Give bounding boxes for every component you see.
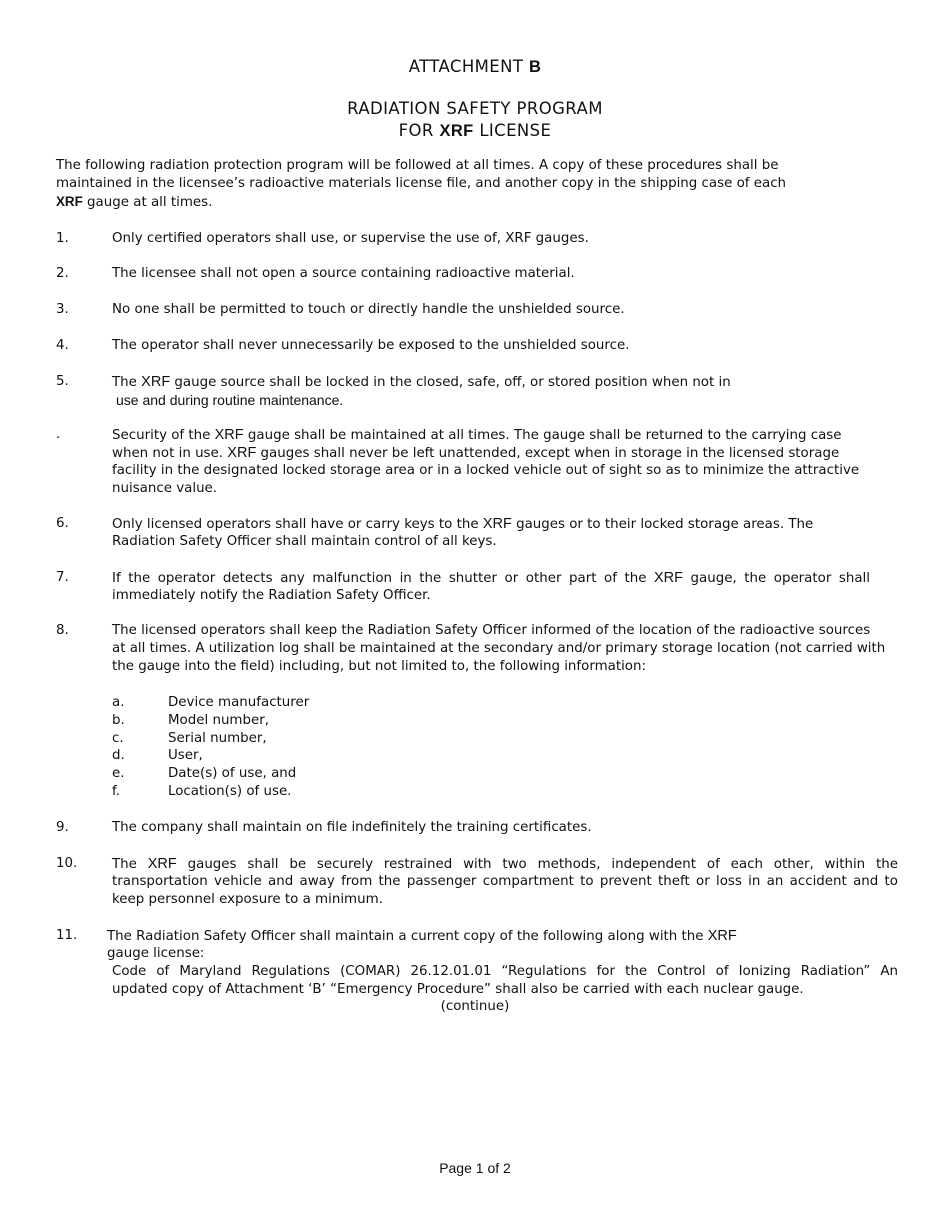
item-6-l1a: Only licensed operators shall have or carry keys to the (112, 517, 483, 532)
item-7-number: 7. (56, 570, 69, 585)
item-4-text: The operator shall never unnecessarily be exposed to the unshielded source. (112, 338, 630, 353)
item-8-line-3: the gauge into the field) including, but not limited to, the following information: (112, 659, 646, 674)
item-5b-l2a: when not in use. (112, 446, 228, 461)
item-9-text: The company shall maintain on file indefinitely the training certificates. (112, 820, 592, 835)
item-5-line-2: use and during routine maintenance. (116, 392, 344, 408)
item-10-line-3: keep personnel exposure to a minimum. (112, 892, 383, 907)
item-3-number: 3. (56, 302, 69, 317)
item-11-xrf: XRF (707, 928, 737, 944)
item-10-l1a: The (112, 857, 148, 872)
item-11-line-1 (107, 927, 737, 946)
item-11-line-3: Code of Maryland Regulations (COMAR) 26.12.01.01 “Regulations for the Control of Ionizing Radiation” An (112, 964, 898, 979)
sub-item-text: Date(s) of use, and (168, 766, 297, 781)
item-3-text: No one shall be permitted to touch or directly handle the unshielded source. (112, 302, 625, 317)
sub-item-text: Model number, (168, 713, 269, 728)
item-5-xrf: XRF (141, 374, 171, 390)
sub-item-letter: e. (112, 766, 125, 781)
sub-item-letter: f. (112, 784, 120, 799)
continue-note: (continue) (440, 999, 510, 1014)
intro-line-3 (56, 193, 212, 212)
intro-line-1: The following radiation protection program will be followed at all times. A copy of these procedures shall be (56, 158, 779, 173)
item-7-l1a: If the operator detects any malfunction in the shutter or other part of the (112, 571, 654, 586)
item-11-line-2: gauge license: (107, 946, 205, 961)
sub-item-text: User, (168, 748, 203, 763)
item-7-l1b: gauge, the operator shall (682, 571, 870, 586)
attachment-word: ATTACHMENT (408, 57, 524, 76)
item-7-xrf: XRF (653, 570, 683, 586)
sub-item-letter: b. (112, 713, 125, 728)
item-5b-xrf-1: XRF (214, 427, 244, 443)
intro-xrf: XRF (56, 194, 83, 209)
item-7-line-2: immediately notify the Radiation Safety Officer. (112, 588, 431, 603)
item-10-line-2: transportation vehicle and away from the passenger compartment to prevent theft or loss in an accident and to (112, 874, 898, 889)
sub-item-letter: a. (112, 695, 125, 710)
item-5-a: The (112, 375, 142, 390)
item-5-b: gauge source shall be locked in the closed, safe, off, or stored position when not in (170, 375, 731, 390)
license-word: LICENSE (479, 121, 552, 140)
item-2-text: The licensee shall not open a source containing radioactive material. (112, 266, 575, 281)
item-6-line-1 (112, 515, 813, 534)
item-10-line-1 (112, 855, 898, 874)
item-1-text: Only certified operators shall use, or supervise the use of, XRF gauges. (112, 231, 589, 246)
item-7-line-1 (112, 569, 870, 588)
item-9-number: 9. (56, 820, 69, 835)
item-11-number: 11. (56, 928, 78, 943)
intro-line-2: maintained in the licensee’s radioactive materials license file, and another copy in the shipping case of each (56, 176, 787, 191)
item-5-line-1 (112, 373, 731, 392)
sub-item-text: Serial number, (168, 731, 267, 746)
attachment-heading (0, 57, 950, 77)
item-8-line-2: at all times. A utilization log shall be maintained at the secondary and/or primary storage location (not carried with (112, 641, 886, 656)
program-subtitle (0, 121, 950, 141)
item-6-line-2: Radiation Safety Officer shall maintain control of all keys. (112, 534, 497, 549)
item-5b-l1a: Security of the (112, 428, 215, 443)
page-number: Page 1 of 2 (439, 1160, 511, 1176)
item-1-number: 1. (56, 231, 69, 246)
item-10-number: 10. (56, 856, 78, 871)
attachment-letter: B (528, 58, 542, 76)
item-6-number: 6. (56, 516, 69, 531)
sub-item-text: Device manufacturer (168, 695, 310, 710)
xrf-word: XRF (439, 122, 474, 140)
sub-item-letter: d. (112, 748, 125, 763)
item-5-number: 5. (56, 374, 69, 389)
sub-item-text: Location(s) of use. (168, 784, 292, 799)
item-10-xrf: XRF (147, 856, 177, 872)
item-4-number: 4. (56, 338, 69, 353)
sub-item-letter: c. (112, 731, 124, 746)
item-5b-number: . (56, 427, 61, 442)
item-8-number: 8. (56, 623, 69, 638)
item-11-l1a: The Radiation Safety Officer shall maintain a current copy of the following along with the (107, 929, 708, 944)
intro-line-3-text: gauge at all times. (82, 195, 213, 210)
item-11-line-4: updated copy of Attachment ‘B’ “Emergency Procedure” shall also be carried with each nuclear gauge. (112, 982, 804, 997)
item-5b-line-3: facility in the designated locked storage area or in a locked vehicle out of sight so as to minimize the attractive (112, 463, 860, 478)
item-6-l1b: gauges or to their locked storage areas. The (511, 517, 814, 532)
program-title: RADIATION SAFETY PROGRAM (347, 99, 603, 118)
item-5b-xrf-2: XRF (227, 445, 257, 461)
for-word: FOR (398, 121, 434, 140)
item-5b-line-4: nuisance value. (112, 481, 218, 496)
item-5b-line-2 (112, 444, 839, 463)
item-5b-l1b: gauge shall be maintained at all times. The gauge shall be returned to the carrying case (243, 428, 842, 443)
item-5b-l2b: gauges shall never be left unattended, except when in storage in the licensed storage (256, 446, 840, 461)
item-6-xrf: XRF (482, 516, 512, 532)
item-2-number: 2. (56, 266, 69, 281)
item-8-line-1: The licensed operators shall keep the Radiation Safety Officer informed of the location of the radioactive sources (112, 623, 871, 638)
item-5b-line-1 (112, 426, 842, 445)
item-10-l1b: gauges shall be securely restrained with two methods, independent of each other, within the (176, 857, 898, 872)
